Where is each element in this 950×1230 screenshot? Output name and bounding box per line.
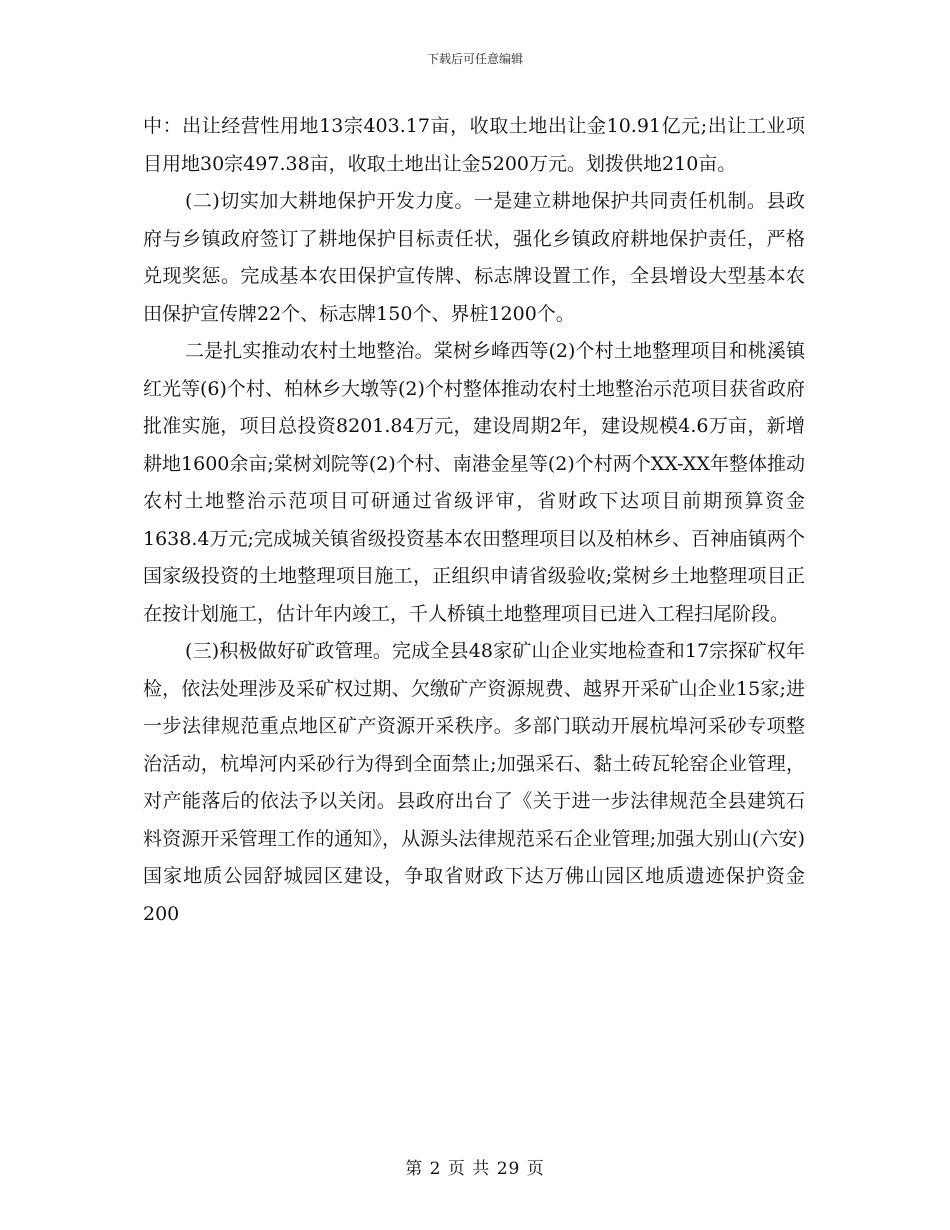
paragraph-land-consolidation: 二是扎实推动农村土地整治。棠树乡峰西等(2)个村土地整理项目和桃溪镇红光等(6)个村、柏林乡大墩等(2)个村整体推动农村土地整治示范项目获省政府批准实施，项目总投资8201.84万元，建设周期2年，建设规模4.6万亩，新增耕地1600余亩;棠树刘院等(2)个村、南港金星等(2)个村两个XX-XX年整体推动农村土地整治示范项目可研通过省级评审，省财政下达项目前期预算资金1638.4万元;完成城关镇省级投资基本农田整理项目以及柏林乡、百神庙镇两个国家级投资的土地整理项目施工，正组织申请省级验收;棠树乡土地整理项目正在按计划施工，估计年内竣工，千人桥镇土地整理项目已进入工程扫尾阶段。 [143,340,805,625]
paragraph-continuation: 中：出让经营性用地13宗403.17亩，收取土地出让金10.91亿元;出让工业项目用地30宗497.38亩，收取土地出让金5200万元。划拨供地210亩。 [143,115,805,175]
page-header: 下载后可任意编辑 [426,52,523,66]
paragraph-mining-management: (三)积极做好矿政管理。完成全县48家矿山企业实地检查和17宗探矿权年检，依法处理涉及采矿权过期、欠缴矿产资源规费、越界开采矿山企业15家;进一步法律规范重点地区矿产资源开采秩序。多部门联动开展杭埠河采砂专项整治活动，杭埠河内采砂行为得到全面禁止;加强采石、黏土砖瓦轮窑企业管理，对产能落后的依法予以关闭。县政府出台了《关于进一步法律规范全县建筑石料资源开采管理工作的通知》，从源头法律规范采石企业管理;加强大别山(六安)国家地质公园舒城园区建设，争取省财政下达万佛山园区地质遗迹保护资金200 [143,640,805,925]
paragraph-farmland-protection: (二)切实加大耕地保护开发力度。一是建立耕地保护共同责任机制。县政府与乡镇政府签订了耕地保护目标责任状，强化乡镇政府耕地保护责任，严格兑现奖惩。完成基本农田保护宣传牌、标志牌设置工作，全县增设大型基本农田保护宣传牌22个、标志牌150个、界桩1200个。 [143,190,805,325]
document-body [143,108,805,933]
page-footer: 第 2 页 共 29 页 [405,1159,545,1179]
